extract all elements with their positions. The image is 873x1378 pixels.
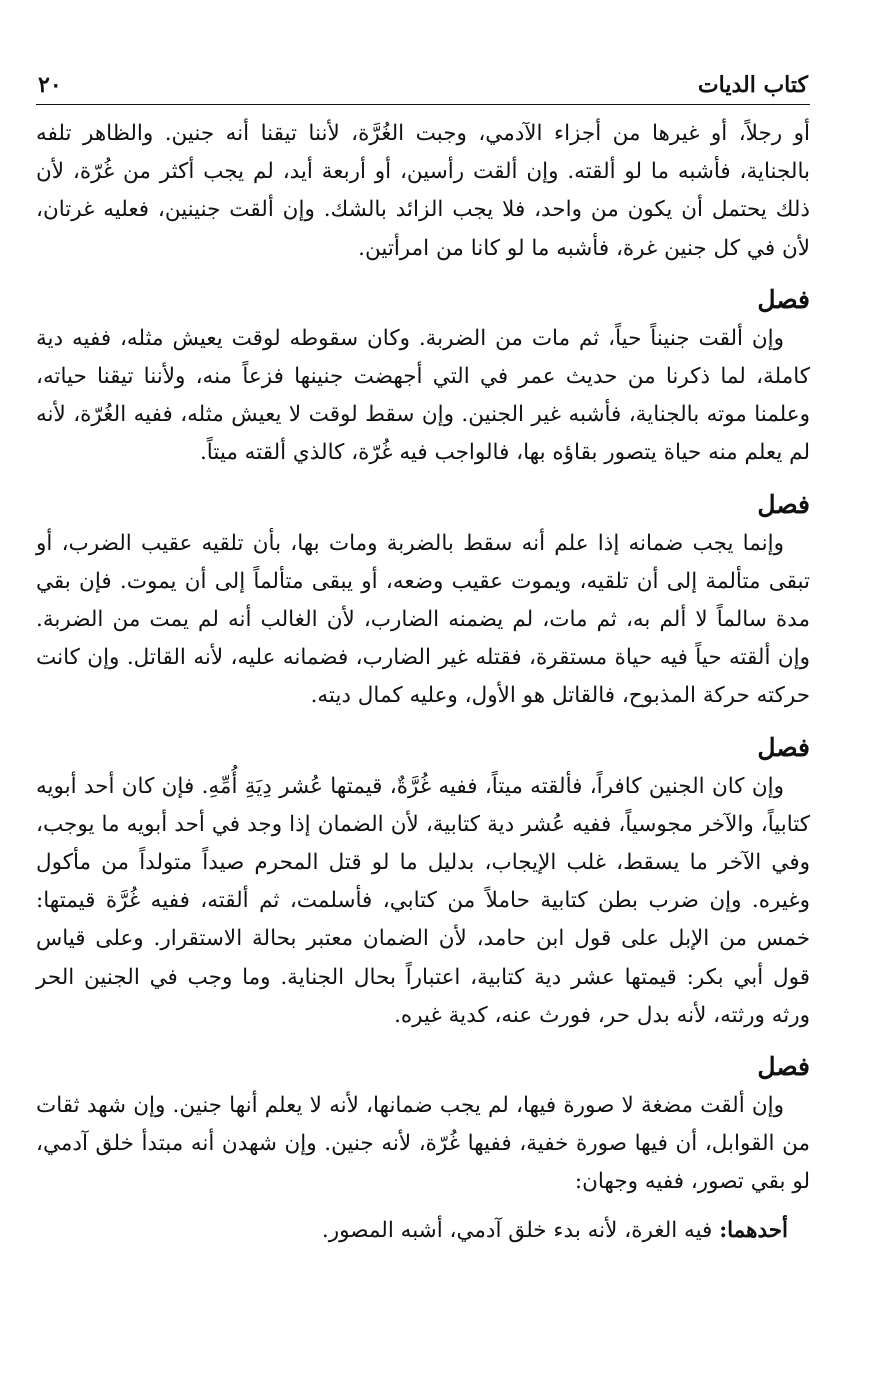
point-label: أحدهما: — [719, 1217, 788, 1243]
section-1 — [36, 280, 810, 473]
point-text: فيه الغرة، لأنه بدء خلق آدمي، أشبه المصور. — [321, 1217, 713, 1243]
book-title: كتاب الديات — [697, 72, 808, 98]
intro-paragraph: أو رجلاً، أو غيرها من أجزاء الآدمي، وجبت الغُرَّة، لأننا تيقنا أنه جنين. والظاهر تلفه بالجناية، فأشبه ما لو ألقته. وإن ألقت رأسين، أو أربعة أيد، لم يجب أكثر من غُرّة، لأن ذلك يحتمل أن يكون من واحد، فلا يجب الزائد بالشك. وإن ألقت جنينين، فعليه غرتان، لأن في كل جنين غرة، فأشبه ما لو كانا من امرأتين. — [36, 121, 810, 261]
section-2 — [36, 485, 810, 716]
section-paragraph: وإن ألقت مضغة لا صورة فيها، لم يجب ضمانها، لأنه لا يعلم أنها جنين. وإن شهد ثقات من القوابل، أن فيها صورة خفية، ففيها غُرّة، لأنه جنين. وإن شهدن أنه مبتدأ خلق آدمي، لو بقي تصور، ففيه وجهان: — [36, 1093, 810, 1195]
section-paragraph: وإنما يجب ضمانه إذا علم أنه سقط بالضربة ومات بها، بأن تلقيه عقيب الضرب، أو تبقى متألمة إلى أن تلقيه، ويموت عقيب وضعه، أو يبقى متألماً إلى أن يموت. فإن بقي مدة سالماً لا ألم به، ثم مات، لم يضمنه الضارب، لأن الغالب أنه لم يمت من الضربة. وإن ألقته حياً فيه حياة مستقرة، فقتله غير الضارب، فضمانه عليه، لأنه القاتل. وإن كانت حركته حركة المذبوح، فالقاتل هو الأول، وعليه كمال ديته. — [36, 530, 810, 709]
page-number: ٢٠ — [38, 72, 62, 98]
section-3 — [36, 728, 810, 1035]
section-heading: فصل — [757, 732, 810, 762]
section-heading: فصل — [757, 1052, 810, 1082]
page-content — [36, 115, 810, 1250]
section-4 — [36, 1047, 810, 1202]
section-paragraph: وإن كان الجنين كافراً، فألقته ميتاً، ففيه غُرَّةٌ، قيمتها عُشر دِيَةِ أُمِّهِ. فإن كان أحد أبويه كتابياً، والآخر مجوسياً، ففيه عُشر دية كتابية، لأن الضمان إذا وجد في أحد أبويه ما يوجب، وفي الآخر ما يسقط، غلب الإيجاب، بدليل ما لو قتل المحرم صيداً متولداً من مأكول وغيره. وإن ضرب بطن كتابية حاملاً من كتابي، فأسلمت، ثم ألقته، ففيه غُرَّة قيمتها: خمس من الإبل على قول ابن حامد، لأن الضمان معتبر بحالة الاستقرار. وعلى قياس قول أبي بكر: قيمتها عشر دية كتابية، اعتباراً بحال الجناية. وما وجب في الجنين الحر ورثه ورثته، لأنه بدل حر، فورث عنه، كدية غيره. — [36, 773, 810, 1028]
book-page — [36, 62, 810, 1250]
section-paragraph: وإن ألقت جنيناً حياً، ثم مات من الضربة. وكان سقوطه لوقت يعيش مثله، ففيه دية كاملة، لما ذكرنا من حديث عمر في التي أجهضت جنينها فزعاً منه، ولأننا تيقنا حياته، وعلمنا موته بالجناية، فأشبه غير الجنين. وإن سقط لوقت لا يعيش مثله، ففيه الغُرّة، لأنه لم يعلم منه حياة يتصور بقاؤه بها، فالواجب فيه غُرّة، كالذي ألقته ميتاً. — [36, 325, 810, 466]
enumerated-point — [36, 1212, 810, 1250]
page-header — [36, 62, 810, 105]
section-heading: فصل — [757, 489, 810, 519]
section-heading: فصل — [757, 284, 810, 314]
